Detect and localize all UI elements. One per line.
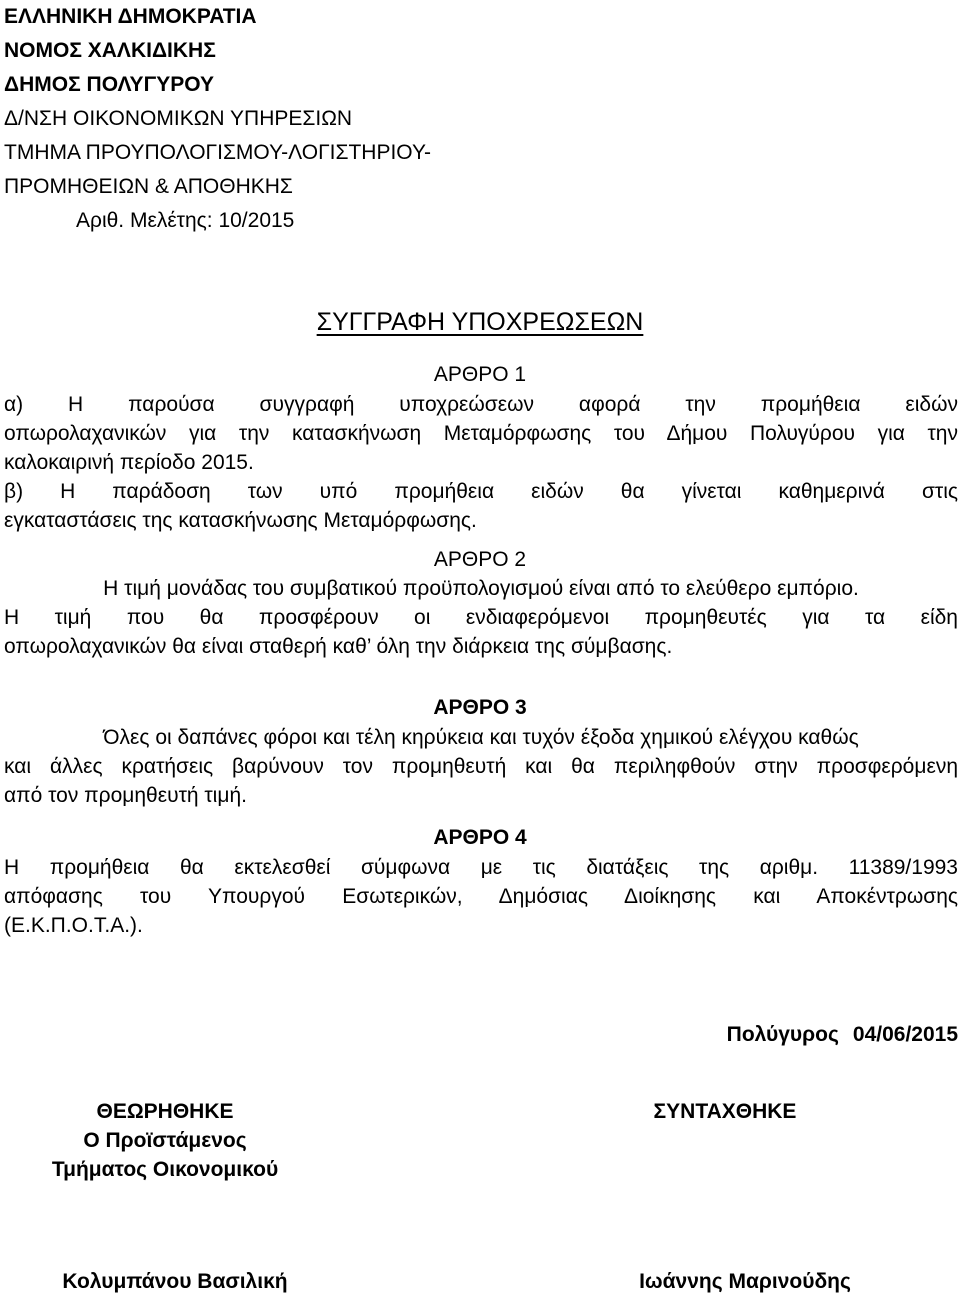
- article-1-line: καλοκαιρινή περίοδο 2015.: [4, 451, 254, 474]
- article-2-line: οπωρολαχανικών θα είναι σταθερή καθ’ όλη την διάρκεια της σύμβασης.: [4, 635, 673, 658]
- place-date: [727, 1020, 958, 1050]
- article-3-body: [4, 723, 958, 810]
- article-1-line: α) Η παρούσα συγγραφή υποχρεώσεων αφορά την προμήθεια ειδών: [4, 393, 958, 416]
- date: 04/06/2015: [852, 1023, 958, 1046]
- article-4-body: [4, 853, 958, 940]
- header-line-department-cont: ΠΡΟΜΗΘΕΙΩΝ & ΑΠΟΘΗΚΗΣ: [4, 175, 293, 198]
- header-line-directorate: Δ/ΝΣΗ ΟΙΚΟΝΟΜΙΚΩΝ ΥΠΗΡΕΣΙΩΝ: [4, 107, 353, 130]
- article-2-title: ΑΡΘΡΟ 2: [433, 548, 527, 571]
- place: Πολύγυρος: [726, 1023, 839, 1046]
- article-1-line: εγκαταστάσεις της κατασκήνωσης Μεταμόρφωσης.: [4, 509, 477, 532]
- header-line-department: ΤΜΗΜΑ ΠΡΟΥΠΟΛΟΓΙΣΜΟΥ-ΛΟΓΙΣΤΗΡΙΟΥ-: [4, 141, 432, 164]
- article-4-title: ΑΡΘΡΟ 4: [433, 826, 527, 849]
- signature-block-compiled: [600, 1097, 850, 1126]
- article-1-title: ΑΡΘΡΟ 1: [433, 363, 527, 386]
- article-1-line: οπωρολαχανικών για την κατασκήνωση Μεταμόρφωσης του Δήμου Πολυγύρου για την: [4, 422, 958, 445]
- header-line-country: ΕΛΛΗΝΙΚΗ ΔΗΜΟΚΡΑΤΙΑ: [4, 5, 257, 28]
- article-4-line: (Ε.Κ.Π.Ο.Τ.Α.).: [4, 914, 143, 937]
- signature-block-approved: [20, 1097, 310, 1184]
- signature-heading-approved: ΘΕΩΡΗΘΗΚΕ: [96, 1100, 234, 1123]
- article-1-body: [4, 390, 958, 535]
- article-3-line: Όλες οι δαπάνες φόροι και τέλη κηρύκεια και τυχόν έξοδα χημικού ελέγχου καθώς: [103, 726, 859, 749]
- article-4-line: Η προμήθεια θα εκτελεσθεί σύμφωνα με τις διατάξεις της αριθμ. 11389/1993: [4, 856, 958, 879]
- article-4-line: απόφασης του Υπουργού Εσωτερικών, Δημόσιας Διοίκησης και Αποκέντρωσης: [4, 885, 958, 908]
- article-3-title: ΑΡΘΡΟ 3: [433, 696, 527, 719]
- article-1-line: β) Η παράδοση των υπό προμήθεια ειδών θα γίνεται καθημερινά στις: [4, 480, 958, 503]
- document-title: ΣΥΓΓΡΑΦΗ ΥΠΟΧΡΕΩΣΕΩΝ: [316, 308, 644, 336]
- header-line-prefecture: ΝΟΜΟΣ ΧΑΛΚΙΔΙΚΗΣ: [4, 39, 216, 62]
- issuer-header: [4, 0, 431, 238]
- article-2-line: Η τιμή που θα προσφέρουν οι ενδιαφερόμενοι προμηθευτές για τα είδη: [4, 606, 958, 629]
- article-2-line: Η τιμή μονάδας του συμβατικού προϋπολογισμού είναι από το ελεύθερο εμπόριο.: [103, 577, 859, 600]
- signature-department: Τμήματος Οικονομικού: [51, 1158, 279, 1181]
- signature-role: Ο Προϊστάμενος: [83, 1129, 247, 1152]
- header-line-municipality: ΔΗΜΟΣ ΠΟΛΥΓΥΡΟΥ: [4, 73, 214, 96]
- signatory-name-approved: Κολυμπάνου Βασιλική: [62, 1270, 288, 1293]
- article-3-line: και άλλες κρατήσεις βαρύνουν τον προμηθευτή και θα περιληφθούν στην προσφερόμενη: [4, 755, 958, 778]
- article-3-line: από τον προμηθευτή τιμή.: [4, 784, 247, 807]
- signatory-name-compiled: Ιωάννης Μαρινούδης: [639, 1270, 851, 1293]
- article-2-body: [4, 574, 958, 661]
- signature-heading-compiled: ΣΥΝΤΑΧΘΗΚΕ: [653, 1100, 797, 1123]
- study-number: Αριθ. Μελέτης: 10/2015: [76, 209, 295, 232]
